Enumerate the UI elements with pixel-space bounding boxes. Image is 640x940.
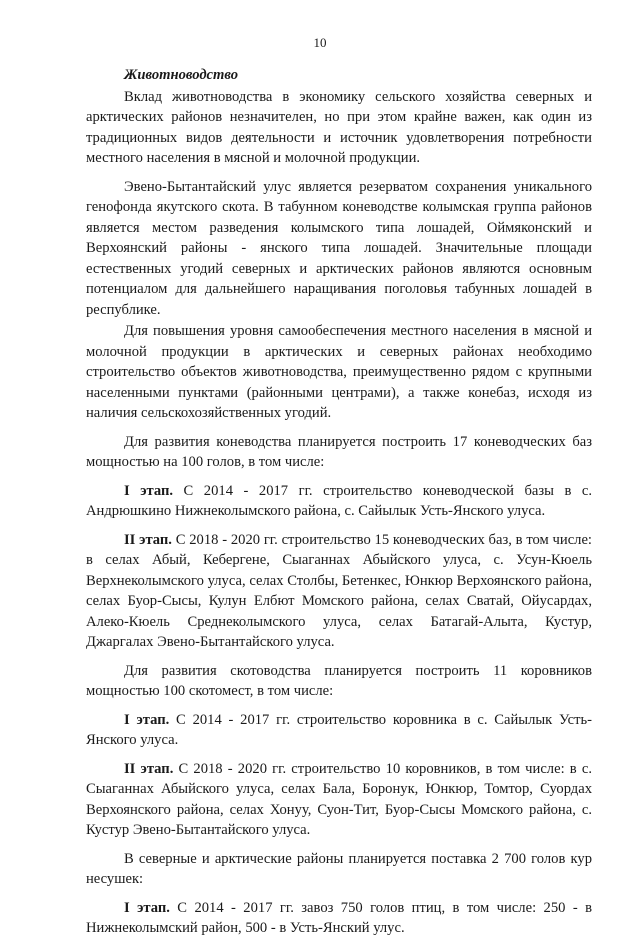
paragraph-horse-stage-2 <box>86 530 592 653</box>
paragraph-text: В северные и арктические районы планируется поставка 2 700 голов кур несушек: <box>86 850 592 887</box>
paragraph-text: Вклад животноводства в экономику сельского хозяйства северных и арктических районов незначителен, но при этом крайне важен, как один из традиционных видов деятельности и источник удовлетворения потребности местного населения в мясной и молочной продукции. <box>86 88 592 166</box>
paragraph-text: С 2014 - 2017 гг. завоз 750 голов птиц, в том числе: 250 - в Нижнеколымский район, 500 - в Усть-Янский улус. <box>86 899 592 936</box>
paragraph-cattle-stage-1 <box>86 710 592 751</box>
paragraph-cattle-breeding <box>86 661 592 702</box>
paragraph-text: Эвено-Бытантайский улус является резерватом сохранения уникального генофонда якутского скота. В табунном коневодстве колымская группа районов является местом разведения колымского типа лошадей, Оймяконский и Верхоянский районы - янского типа лошадей. Значительные площади естественных угодий северных и арктических районов являются основным потенциалом для дальнейшего наращивания поголовья табунных лошадей в республике. <box>86 178 592 318</box>
paragraph-text: Для развития скотоводства планируется построить 11 коровников мощностью 100 скотомест, в том числе: <box>86 662 592 699</box>
stage-label: II этап. <box>124 531 172 548</box>
stage-label: I этап. <box>124 899 170 916</box>
paragraph-text: Для повышения уровня самообеспечения местного населения в мясной и молочной продукции в арктических и северных районах необходимо строительство объектов животноводства, преимущественно рядом с крупными населенными пунктами (районными центрами), а также конебаз, исходя из наличия сельскохозяйственных угодий. <box>86 323 592 421</box>
stage-label: I этап. <box>124 711 170 728</box>
paragraph-horse-stage-1 <box>86 481 592 522</box>
section-title: Животноводство <box>124 67 239 83</box>
paragraph-text: С 2018 - 2020 гг. строительство 15 коневодческих баз, в том числе: в селах Абый, Кебергене, Сыаганнах Абыйского улуса, с. Усун-Кюель Верхнеколымского улуса, селах Столбы, Бетенкес, Юнкюр Верхоянского района, селах Буор-Сысы, Кулун Елбют Момского района, селах Сватай, Ойусардах, Алеко-Кюель Среднеколымского улуса, селах Батагай-Алыта, Кустур, Джаргалах Эвено-Бытантайского улуса. <box>86 531 592 650</box>
paragraph-cattle-stage-2 <box>86 759 592 841</box>
paragraph-genepool <box>86 177 592 321</box>
paragraph-self-sufficiency <box>86 321 592 424</box>
page-number: 10 <box>313 35 327 50</box>
paragraph-text: Для развития коневодства планируется построить 17 коневодческих баз мощностью на 100 голов, в том числе: <box>86 433 592 470</box>
stage-label: II этап. <box>124 760 174 777</box>
paragraph-poultry-stage-1 <box>86 898 592 939</box>
paragraph-intro <box>86 87 592 169</box>
document-body <box>86 65 592 940</box>
paragraph-poultry <box>86 849 592 890</box>
paragraph-text: С 2018 - 2020 гг. строительство 10 коровников, в том числе: в с. Сыаганнах Абыйского улуса, селах Бала, Боронук, Юнкюр, Томтор, Суордах Верхоянского района, селах Хонуу, Суон-Тит, Буор-Сысы Момского района, с. Кустур Эвено-Бытантайского улуса. <box>86 760 592 838</box>
stage-label: I этап. <box>124 482 174 499</box>
paragraph-horse-breeding <box>86 432 592 473</box>
paragraph-text: С 2014 - 2017 гг. строительство коневодческой базы в с. Андрюшкино Нижнеколымского района, с. Сайылык Усть-Янского улуса. <box>86 482 592 519</box>
paragraph-text: С 2014 - 2017 гг. строительство коровника в с. Сайылык Усть-Янского улуса. <box>86 711 592 748</box>
